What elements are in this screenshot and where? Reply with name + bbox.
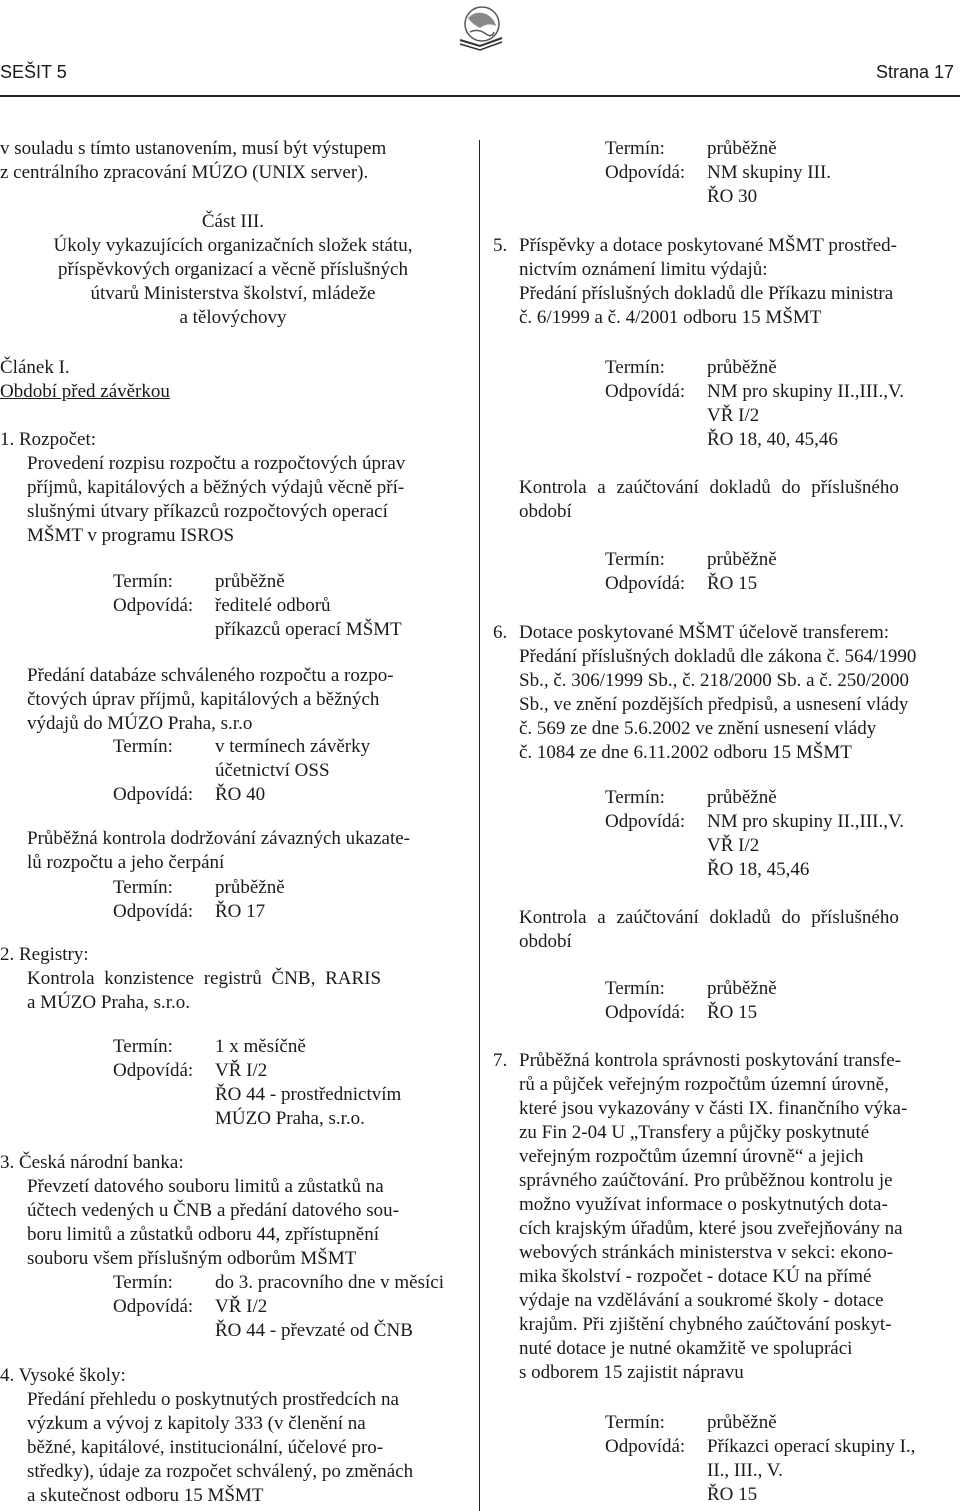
s1c-termin-value: průběžně [215, 877, 285, 898]
s7-odpovida-value-1: Příkazci operací skupiny I., [707, 1436, 916, 1457]
s6-text-2: Předání příslušných dokladů dle zákona č. 564/1990 [519, 646, 917, 667]
s3-odpovida-label: Odpovídá: [113, 1296, 194, 1317]
s1-odpovida-value-1: ředitelé odborů [215, 595, 331, 616]
article-heading: Článek I. [0, 357, 70, 378]
s1-odpovida-label: Odpovídá: [113, 595, 194, 616]
s4-text-4: středky), údaje za rozpočet schválený, po změnách [27, 1461, 414, 1482]
s1-text-1: Provedení rozpisu rozpočtu a rozpočtových úprav [27, 453, 406, 474]
s2-termin-value: 1 x měsíčně [215, 1036, 306, 1057]
s1b-text-2: čtových úprav příjmů, kapitálových a běžných [27, 689, 380, 710]
s1-termin-value: průběžně [215, 571, 285, 592]
part-subtitle-1: Úkoly vykazujících organizačních složek státu, [53, 235, 413, 256]
s5-odpovida-value-1: NM pro skupiny II.,III.,V. [707, 381, 905, 402]
s1-odpovida-value-2: příkazců operací MŠMT [215, 619, 402, 640]
s6-termin-label: Termín: [605, 787, 665, 808]
s7-text-4: zu Fin 2-04 U „Transfery a půjčky poskytnuté [519, 1122, 870, 1143]
s5b-text-2: období [519, 501, 572, 522]
s2-odpovida-label: Odpovídá: [113, 1060, 194, 1081]
s3-text-2: účtech vedených u ČNB a předání datového sou- [27, 1200, 399, 1221]
intro-line-1: v souladu s tímto ustanovením, musí být výstupem [0, 138, 387, 159]
s7-odpovida-value-3: ŘO 15 [707, 1484, 758, 1505]
s6b-odpovida-label: Odpovídá: [605, 1002, 686, 1023]
s6b-termin-value: průběžně [707, 978, 777, 999]
s6-text-1: Dotace poskytované MŠMT účelově transferem: [519, 622, 890, 643]
part-subtitle-4: a tělovýchovy [179, 307, 287, 328]
s5-text-1: Příspěvky a dotace poskytované MŠMT prostřed- [519, 235, 898, 256]
s7-text-8: cích krajským úřadům, které jsou zveřejňovány na [519, 1218, 903, 1239]
s6-termin-value: průběžně [707, 787, 777, 808]
s7-text-6: správného zaúčtování. Pro průběžnou kontrolu je [519, 1170, 893, 1191]
s7-text-10: mika školství - rozpočet - dotace KÚ na přímé [519, 1266, 872, 1287]
s6b-odpovida-value: ŘO 15 [707, 1002, 758, 1023]
s7-odpovida-value-2: II., III., V. [707, 1460, 783, 1481]
section-3-heading: 3. Česká národní banka: [0, 1152, 184, 1173]
s2-termin-label: Termín: [113, 1036, 173, 1057]
s1-text-3: slušnými útvary příkazců rozpočtových operací [27, 501, 388, 522]
s1b-termin-value-1: v termínech závěrky [215, 736, 371, 757]
s2-odpovida-value-3: MÚZO Praha, s.r.o. [215, 1108, 365, 1129]
s6-number: 6. [493, 622, 508, 643]
s5b-termin-value: průběžně [707, 549, 777, 570]
s5-number: 5. [493, 235, 508, 256]
s5-odpovida-value-3: ŘO 18, 40, 45,46 [707, 429, 838, 450]
s1c-text-2: lů rozpočtu a jeho čerpání [27, 852, 225, 873]
s7-text-7: možno využívat informace o poskytnutých dota- [519, 1194, 888, 1215]
r0-odpovida-value-2: ŘO 30 [707, 186, 758, 207]
s6-odpovida-label: Odpovídá: [605, 811, 686, 832]
period-heading: Období před závěrkou [0, 381, 170, 402]
s7-odpovida-label: Odpovídá: [605, 1436, 686, 1457]
r0-odpovida-label: Odpovídá: [605, 162, 686, 183]
s1c-termin-label: Termín: [113, 877, 173, 898]
s2-odpovida-value-1: VŘ I/2 [215, 1060, 268, 1081]
s5-text-4: č. 6/1999 a č. 4/2001 odboru 15 MŠMT [519, 307, 822, 328]
s1c-odpovida-value: ŘO 17 [215, 901, 266, 922]
s6b-termin-label: Termín: [605, 978, 665, 999]
s3-text-3: boru limitů a zůstatků odboru 44, zpřístupnění [27, 1224, 379, 1245]
s6-text-4: Sb., ve znění pozdějších předpisů, a usnesení vlády [519, 694, 909, 715]
column-divider [479, 140, 480, 1511]
s6-odpovida-value-1: NM pro skupiny II.,III.,V. [707, 811, 905, 832]
s7-text-3: které jsou vykazovány v části IX. finančního výka- [519, 1098, 908, 1119]
s3-odpovida-value-1: VŘ I/2 [215, 1296, 268, 1317]
s6b-text-2: období [519, 931, 572, 952]
s6-odpovida-value-3: ŘO 18, 45,46 [707, 859, 810, 880]
s6-odpovida-value-2: VŘ I/2 [707, 835, 760, 856]
s1c-text-1: Průběžná kontrola dodržování závazných ukazate- [27, 828, 410, 849]
r0-termin-value: průběžně [707, 138, 777, 159]
s5b-odpovida-label: Odpovídá: [605, 573, 686, 594]
s3-termin-label: Termín: [113, 1272, 173, 1293]
s1b-text-1: Předání databáze schváleného rozpočtu a rozpo- [27, 665, 394, 686]
s4-text-3: běžné, kapitálové, institucionální, účelové pro- [27, 1437, 384, 1458]
s4-text-5: a skutečnost odboru 15 MŠMT [27, 1485, 264, 1506]
s5-termin-value: průběžně [707, 357, 777, 378]
s7-text-11: výdaje na vzdělávání a soukromé školy - dotace [519, 1290, 884, 1311]
s5-odpovida-label: Odpovídá: [605, 381, 686, 402]
s7-number: 7. [493, 1050, 508, 1071]
s7-text-9: webových stránkách ministerstva v sekci: ekono- [519, 1242, 894, 1263]
s7-text-1: Průběžná kontrola správnosti poskytování transfe- [519, 1050, 902, 1071]
s3-text-1: Převzetí datového souboru limitů a zůstatků na [27, 1176, 384, 1197]
s3-text-4: souboru všem příslušným odborům MŠMT [27, 1248, 357, 1269]
intro-line-2: z centrálního zpracování MÚZO (UNIX server). [0, 162, 369, 183]
s1-termin-label: Termín: [113, 571, 173, 592]
part-subtitle-2: příspěvkových organizací a věcně příslušných [58, 259, 408, 280]
part-subtitle-3: útvarů Ministerstva školství, mládeže [90, 283, 376, 304]
s7-text-2: rů a půjček veřejným rozpočtům územní úrovně, [519, 1074, 889, 1095]
s7-termin-label: Termín: [605, 1412, 665, 1433]
s7-text-14: s odborem 15 zajistit nápravu [519, 1362, 744, 1383]
s6-text-3: Sb., č. 306/1999 Sb., č. 218/2000 Sb. a č. 250/2000 [519, 670, 910, 691]
s1b-odpovida-value: ŘO 40 [215, 784, 266, 805]
s5-text-2: nictvím oznámení limitu výdajů: [519, 259, 768, 280]
section-1-heading: 1. Rozpočet: [0, 429, 97, 450]
s7-text-12: krajům. Při zjištění chybného zaúčtování poskyt- [519, 1314, 892, 1335]
s5-text-3: Předání příslušných dokladů dle Příkazu ministra [519, 283, 894, 304]
s4-text-1: Předání přehledu o poskytnutých prostředcích na [27, 1389, 399, 1410]
s3-termin-value: do 3. pracovního dne v měsíci [215, 1272, 445, 1293]
s5b-odpovida-value: ŘO 15 [707, 573, 758, 594]
s1-text-2: příjmů, kapitálových a běžných výdajů věcně pří- [27, 477, 405, 498]
s1-text-4: MŠMT v programu ISROS [27, 525, 235, 546]
s7-text-13: nuté dotace je nutné okamžitě ve spolupráci [519, 1338, 853, 1359]
r0-odpovida-value-1: NM skupiny III. [707, 162, 832, 183]
s2-text-2: a MÚZO Praha, s.r.o. [27, 992, 191, 1013]
s1c-odpovida-label: Odpovídá: [113, 901, 194, 922]
s3-odpovida-value-2: ŘO 44 - převzaté od ČNB [215, 1320, 413, 1341]
globe-book-logo-icon [456, 2, 506, 52]
part-title: Část III. [201, 211, 265, 232]
s6-text-5: č. 569 ze dne 5.6.2002 ve znění usnesení vlády [519, 718, 877, 739]
s5b-termin-label: Termín: [605, 549, 665, 570]
section-4-heading: 4. Vysoké školy: [0, 1365, 126, 1386]
s1b-odpovida-label: Odpovídá: [113, 784, 194, 805]
s7-text-5: veřejným rozpočtům územní úrovně“ a jejich [519, 1146, 864, 1167]
s5-termin-label: Termín: [605, 357, 665, 378]
s6-text-6: č. 1084 ze dne 6.11.2002 odboru 15 MŠMT [519, 742, 852, 763]
s7-termin-value: průběžně [707, 1412, 777, 1433]
header-left: SEŠIT 5 [0, 62, 67, 82]
header-right: Strana 17 [875, 62, 954, 82]
s4-text-2: výzkum a vývoj z kapitoly 333 (v členění na [27, 1413, 366, 1434]
section-2-heading: 2. Registry: [0, 944, 89, 965]
s1b-termin-value-2: účetnictví OSS [215, 760, 330, 781]
s2-text-1: Kontrola konzistence registrů ČNB, RARIS [27, 968, 382, 989]
s1b-text-3: výdajů do MÚZO Praha, s.r.o [27, 713, 253, 734]
s6b-text-1: Kontrola a zaúčtování dokladů do příslušného [519, 907, 899, 928]
s1b-termin-label: Termín: [113, 736, 173, 757]
s5-odpovida-value-2: VŘ I/2 [707, 405, 760, 426]
r0-termin-label: Termín: [605, 138, 665, 159]
s5b-text-1: Kontrola a zaúčtování dokladů do příslušného [519, 477, 899, 498]
s2-odpovida-value-2: ŘO 44 - prostřednictvím [215, 1084, 402, 1105]
header-rule [0, 95, 960, 97]
